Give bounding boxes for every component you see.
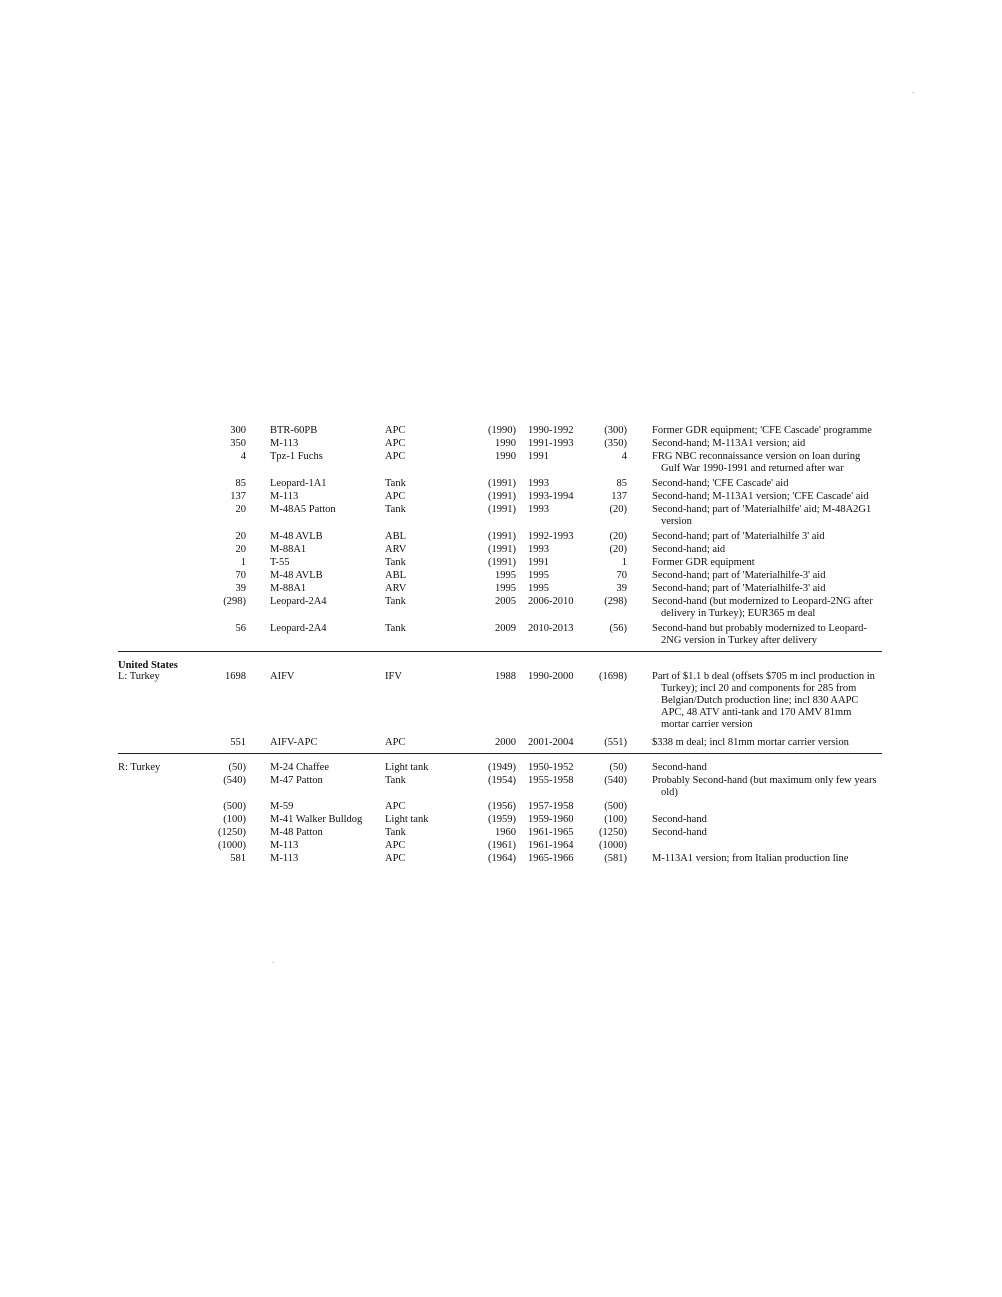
comments-cell (652, 737, 892, 749)
comments-cell (652, 557, 892, 569)
delivery-years-cell: 1961-1964 (528, 840, 574, 851)
number-delivered-cell: (20) (609, 531, 627, 542)
order-year-cell: (1991) (488, 504, 516, 515)
designation-cell: M-88A1 (270, 544, 307, 555)
number-delivered-cell: 39 (616, 583, 627, 594)
order-year-cell: (1956) (488, 801, 516, 812)
section-divider (118, 753, 882, 754)
quantity-cell: (298) (223, 596, 246, 607)
category-cell: APC (385, 853, 406, 864)
comments-cell (652, 531, 892, 543)
order-year-cell: (1991) (488, 557, 516, 568)
number-delivered-cell: (581) (604, 853, 627, 864)
designation-cell: M-48 Patton (270, 827, 323, 838)
delivery-years-cell: 2006-2010 (528, 596, 574, 607)
order-year-cell: (1990) (488, 425, 516, 436)
number-delivered-cell: (100) (604, 814, 627, 825)
designation-cell: M-47 Patton (270, 775, 323, 786)
section-divider (118, 651, 882, 652)
quantity-cell: 1 (240, 557, 246, 568)
designation-cell: M-113 (270, 853, 299, 864)
comment-line: APC, 48 ATV anti-tank and 170 AMV 81mm (661, 707, 852, 718)
comments-cell (652, 544, 892, 556)
category-cell: ABL (385, 531, 406, 542)
order-year-cell: (1949) (488, 762, 516, 773)
comments-cell (652, 504, 892, 528)
comments-cell (652, 853, 892, 865)
category-cell: Tank (385, 557, 406, 568)
scan-speck (912, 92, 914, 93)
comments-cell (652, 491, 892, 503)
comment-line: old) (661, 787, 678, 798)
designation-cell: M-59 (270, 801, 294, 812)
category-cell: ARV (385, 583, 407, 594)
comment-line: Second-hand; 'CFE Cascade' aid (652, 478, 789, 489)
comment-line: M-113A1 version; from Italian production line (652, 853, 849, 864)
number-delivered-cell: (1000) (599, 840, 627, 851)
quantity-cell: 20 (235, 504, 246, 515)
delivery-years-cell: 1990-1992 (528, 425, 574, 436)
delivery-years-cell: 1990-2000 (528, 671, 574, 682)
number-delivered-cell: 137 (611, 491, 627, 502)
category-cell: Light tank (385, 814, 429, 825)
comment-line: Gulf War 1990-1991 and returned after war (661, 463, 844, 474)
designation-cell: M-88A1 (270, 583, 307, 594)
comment-line: Probably Second-hand (but maximum only few years (652, 775, 877, 786)
number-delivered-cell: (551) (604, 737, 627, 748)
designation-cell: M-113 (270, 840, 299, 851)
comments-cell (652, 775, 892, 799)
delivery-years-cell: 1961-1965 (528, 827, 574, 838)
designation-cell: BTR-60PB (270, 425, 318, 436)
comments-cell (652, 827, 892, 839)
comment-line: Second-hand (652, 827, 707, 838)
number-delivered-cell: (1250) (599, 827, 627, 838)
order-year-cell: (1959) (488, 814, 516, 825)
delivery-years-cell: 1993 (528, 504, 549, 515)
comments-cell (652, 478, 892, 490)
number-delivered-cell: 4 (621, 451, 627, 462)
recipient-label: L: Turkey (118, 671, 160, 682)
comments-cell (652, 438, 892, 450)
designation-cell: Leopard-2A4 (270, 623, 327, 634)
scan-speck (272, 962, 274, 963)
designation-cell: M-48A5 Patton (270, 504, 336, 515)
order-year-cell: (1991) (488, 478, 516, 489)
comments-cell (652, 570, 892, 582)
comment-line: Second-hand; M-113A1 version; 'CFE Cascade' aid (652, 491, 869, 502)
comment-line: Second-hand (652, 762, 707, 773)
order-year-cell: 1995 (495, 583, 516, 594)
quantity-cell: 1698 (225, 671, 246, 682)
designation-cell: M-41 Walker Bulldog (270, 814, 363, 825)
number-delivered-cell: (20) (609, 504, 627, 515)
category-cell: APC (385, 737, 406, 748)
comment-line: delivery in Turkey); EUR365 m deal (661, 608, 816, 619)
quantity-cell: (500) (223, 801, 246, 812)
order-year-cell: 2000 (495, 737, 516, 748)
delivery-years-cell: 1993 (528, 544, 549, 555)
designation-cell: Leopard-2A4 (270, 596, 327, 607)
designation-cell: AIFV (270, 671, 295, 682)
quantity-cell: 70 (235, 570, 246, 581)
comment-line: Belgian/Dutch production line; incl 830 AAPC (661, 695, 859, 706)
comment-line: Former GDR equipment; 'CFE Cascade' programme (652, 425, 872, 436)
order-year-cell: 1990 (495, 451, 516, 462)
category-cell: Tank (385, 596, 406, 607)
comments-cell (652, 671, 892, 731)
delivery-years-cell: 2001-2004 (528, 737, 574, 748)
comment-line: Second-hand but probably modernized to Leopard- (652, 623, 867, 634)
category-cell: Tank (385, 623, 406, 634)
category-cell: APC (385, 801, 406, 812)
quantity-cell: 20 (235, 544, 246, 555)
order-year-cell: (1964) (488, 853, 516, 864)
number-delivered-cell: 70 (616, 570, 627, 581)
category-cell: APC (385, 425, 406, 436)
delivery-years-cell: 1991-1993 (528, 438, 574, 449)
category-cell: IFV (385, 671, 402, 682)
number-delivered-cell: (20) (609, 544, 627, 555)
order-year-cell: 2005 (495, 596, 516, 607)
delivery-years-cell: 1995 (528, 583, 549, 594)
category-cell: Tank (385, 478, 406, 489)
delivery-years-cell: 1955-1958 (528, 775, 574, 786)
category-cell: Tank (385, 775, 406, 786)
number-delivered-cell: (1698) (599, 671, 627, 682)
number-delivered-cell: (500) (604, 801, 627, 812)
quantity-cell: (50) (228, 762, 246, 773)
quantity-cell: (540) (223, 775, 246, 786)
comment-line: 2NG version in Turkey after delivery (661, 635, 818, 646)
category-cell: Tank (385, 827, 406, 838)
designation-cell: Tpz-1 Fuchs (270, 451, 323, 462)
order-year-cell: 2009 (495, 623, 516, 634)
comment-line: mortar carrier version (661, 719, 753, 730)
quantity-cell: 85 (235, 478, 246, 489)
comment-line: Former GDR equipment (652, 557, 755, 568)
designation-cell: M-113 (270, 438, 299, 449)
comment-line: FRG NBC reconnaissance version on loan during (652, 451, 861, 462)
comment-line: Part of $1.1 b deal (offsets $705 m incl production in (652, 671, 875, 682)
comments-cell (652, 451, 892, 475)
quantity-cell: 137 (230, 491, 246, 502)
category-cell: APC (385, 491, 406, 502)
category-cell: APC (385, 840, 406, 851)
designation-cell: M-48 AVLB (270, 531, 323, 542)
order-year-cell: (1991) (488, 531, 516, 542)
comments-cell (652, 814, 892, 826)
number-delivered-cell: 85 (616, 478, 627, 489)
order-year-cell: (1991) (488, 491, 516, 502)
comment-line: Second-hand (but modernized to Leopard-2NG after (652, 596, 873, 607)
recipient-label: R: Turkey (118, 762, 161, 773)
quantity-cell: 20 (235, 531, 246, 542)
delivery-years-cell: 1995 (528, 570, 549, 581)
category-cell: Light tank (385, 762, 429, 773)
comment-line: Second-hand; part of 'Materialhilfe-3' aid (652, 583, 826, 594)
comment-line: Second-hand; part of 'Materialhilfe 3' aid (652, 531, 825, 542)
order-year-cell: 1995 (495, 570, 516, 581)
delivery-years-cell: 1992-1993 (528, 531, 574, 542)
category-cell: ARV (385, 544, 407, 555)
comment-line: version (661, 516, 692, 527)
delivery-years-cell: 1991 (528, 451, 549, 462)
order-year-cell: (1961) (488, 840, 516, 851)
comment-line: $338 m deal; incl 81mm mortar carrier version (652, 737, 849, 748)
comments-cell (652, 425, 892, 437)
number-delivered-cell: (298) (604, 596, 627, 607)
number-delivered-cell: (350) (604, 438, 627, 449)
quantity-cell: (100) (223, 814, 246, 825)
comment-line: Second-hand (652, 814, 707, 825)
comment-line: Second-hand; aid (652, 544, 726, 555)
quantity-cell: 581 (230, 853, 246, 864)
quantity-cell: 350 (230, 438, 246, 449)
delivery-years-cell: 1950-1952 (528, 762, 574, 773)
comment-line: Second-hand; M-113A1 version; aid (652, 438, 806, 449)
number-delivered-cell: 1 (621, 557, 627, 568)
number-delivered-cell: (540) (604, 775, 627, 786)
delivery-years-cell: 2010-2013 (528, 623, 574, 634)
quantity-cell: (1000) (218, 840, 246, 851)
delivery-years-cell: 1991 (528, 557, 549, 568)
designation-cell: T-55 (270, 557, 290, 568)
designation-cell: M-48 AVLB (270, 570, 323, 581)
comments-cell (652, 583, 892, 595)
order-year-cell: 1960 (495, 827, 516, 838)
delivery-years-cell: 1965-1966 (528, 853, 574, 864)
quantity-cell: 56 (235, 623, 246, 634)
delivery-years-cell: 1957-1958 (528, 801, 574, 812)
designation-cell: AIFV-APC (270, 737, 318, 748)
delivery-years-cell: 1993 (528, 478, 549, 489)
designation-cell: Leopard-1A1 (270, 478, 327, 489)
category-cell: Tank (385, 504, 406, 515)
delivery-years-cell: 1993-1994 (528, 491, 574, 502)
number-delivered-cell: (300) (604, 425, 627, 436)
comment-line: Second-hand; part of 'Materialhilfe' aid; M-48A2G1 (652, 504, 872, 515)
order-year-cell: 1988 (495, 671, 516, 682)
number-delivered-cell: (50) (609, 762, 627, 773)
quantity-cell: 300 (230, 425, 246, 436)
supplier-label: United States (118, 660, 178, 671)
designation-cell: M-24 Chaffee (270, 762, 329, 773)
number-delivered-cell: (56) (609, 623, 627, 634)
comments-cell (652, 623, 892, 647)
comment-line: Turkey); incl 20 and components for 285 from (661, 683, 857, 694)
comments-cell (652, 762, 892, 774)
category-cell: APC (385, 438, 406, 449)
order-year-cell: 1990 (495, 438, 516, 449)
quantity-cell: 551 (230, 737, 246, 748)
category-cell: APC (385, 451, 406, 462)
order-year-cell: (1991) (488, 544, 516, 555)
designation-cell: M-113 (270, 491, 299, 502)
quantity-cell: (1250) (218, 827, 246, 838)
comment-line: Second-hand; part of 'Materialhilfe-3' aid (652, 570, 826, 581)
order-year-cell: (1954) (488, 775, 516, 786)
delivery-years-cell: 1959-1960 (528, 814, 574, 825)
category-cell: ABL (385, 570, 406, 581)
quantity-cell: 39 (235, 583, 246, 594)
comments-cell (652, 596, 892, 620)
quantity-cell: 4 (240, 451, 246, 462)
